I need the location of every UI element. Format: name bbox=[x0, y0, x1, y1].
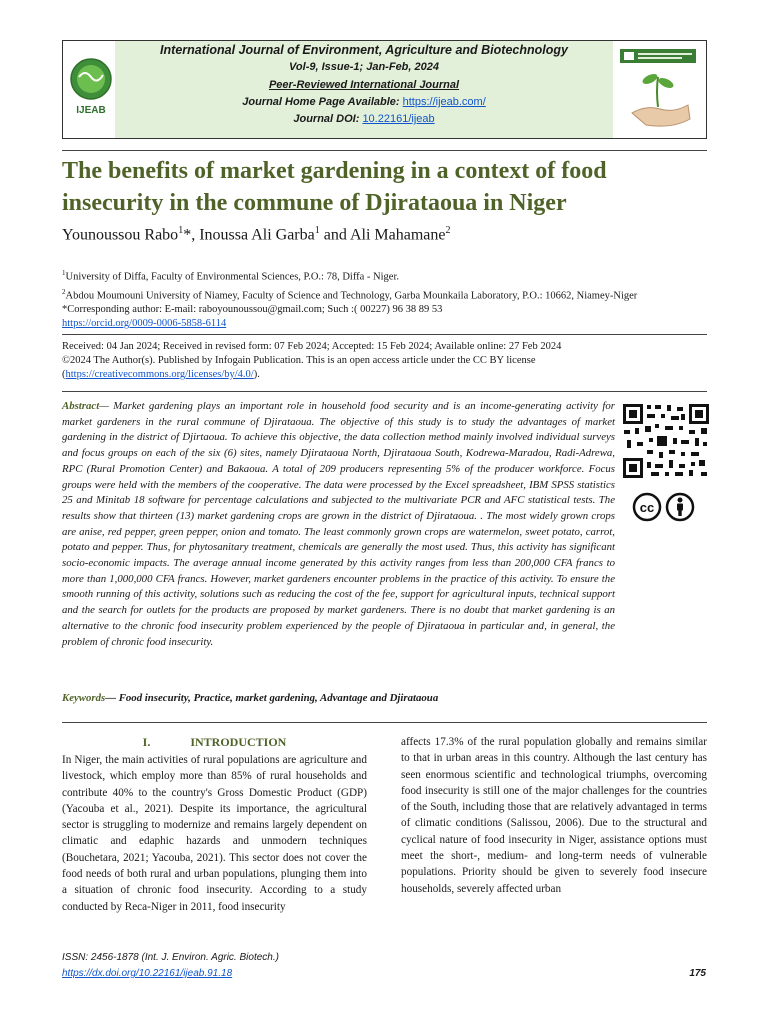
header-text-panel bbox=[115, 41, 613, 138]
journal-title: International Journal of Environment, Agriculture and Biotechnology bbox=[160, 43, 568, 57]
page-number: 175 bbox=[689, 968, 706, 979]
cc-by-license-icon[interactable] bbox=[632, 492, 698, 522]
section-title: INTRODUCTION bbox=[190, 735, 287, 749]
license-line: ©2024 The Author(s). Published by Infogain Publication. This is an open access article under the CC BY license bbox=[62, 355, 536, 366]
abstract-divider bbox=[62, 722, 707, 723]
doi-link[interactable]: 10.22161/ijeab bbox=[362, 113, 435, 125]
body-column-left: In Niger, the main activities of rural populations are agriculture and livestock, which employ more than 85% of rural households and contribute 40% to the country's Gross Domestic Product (GDP) (Yacouba et al., 2021). Despite its importance, the agricultural sector is struggling to modernize and remains largely dependent on climatic and edaphic hazards and unmodern techniques (Bouchetara, 2021; Yacouba, 2021). This sector does not cover the food needs of both rural and urban populations, plunging them into a situation of chronic food insecurity. According to a study conducted by Reca-Niger in 2011, food insecurity bbox=[62, 754, 367, 913]
article-title: The benefits of market gardening in a context of food insecurity in the commune of Djirataoua in Niger bbox=[62, 158, 607, 216]
article-dates bbox=[62, 340, 707, 382]
doi-line bbox=[115, 113, 613, 125]
keywords-label: Keywords bbox=[62, 692, 106, 704]
author-1: Younoussou Rabo bbox=[62, 226, 179, 244]
affiliation-2: $^2$Abdou Moumouni University of Niamey, Faculty of Science and Technology, Garba Mounkaila Laboratory, P.O.: 10662, Niamey-Niger bbox=[62, 287, 638, 301]
author-3-affil: 2 bbox=[445, 225, 451, 236]
affiliation-1: $^1$University of Diffa, Faculty of Environmental Sciences, P.O.: 78, Diffa - Niger. bbox=[62, 269, 400, 283]
affil-divider bbox=[62, 334, 707, 335]
svg-text:cc: cc bbox=[639, 500, 655, 515]
journal-cover-image bbox=[616, 47, 700, 133]
author-list bbox=[62, 225, 707, 244]
homepage-line bbox=[115, 96, 613, 108]
affiliations bbox=[62, 266, 707, 331]
footer-doi-line bbox=[62, 968, 707, 979]
orcid-link[interactable]: https://orcid.org/0009-0006-5858-6114 bbox=[62, 318, 227, 329]
footer-doi-link[interactable]: https://dx.doi.org/10.22161/ijeab.91.18 bbox=[62, 968, 233, 979]
header-divider bbox=[62, 150, 707, 151]
journal-logo-left bbox=[69, 47, 113, 133]
logo-lettering: IJEAB bbox=[76, 105, 106, 116]
abstract-label: Abstract bbox=[62, 400, 100, 412]
section-number: I. bbox=[142, 735, 151, 749]
license-url-line: (https://creativecommons.org/licenses/by/4.0/). bbox=[62, 369, 260, 380]
journal-header bbox=[62, 40, 707, 139]
section-heading bbox=[62, 735, 367, 750]
author-2-affil: 1 bbox=[314, 225, 320, 236]
author-2: Inoussa Ali Garba bbox=[199, 226, 315, 244]
qr-code[interactable] bbox=[621, 402, 711, 480]
body-column-right: affects 17.3% of the rural population globally and remains similar to that in urban areas in this country. Although the last century has seen enormous scientific and technological triumphs, overcoming food insecurity is still one of the major challenges for the countries of the South, including those that are relatively advantaged in terms of climatic conditions (Salissou, 2006). Due to the structural and cyclical nature of food insecurity in Niger, assistance options must meet the short-, medium- and long-term needs of vulnerable populations. Priority should be given to severely food insecure households, severely affected urban bbox=[401, 736, 707, 895]
author-1-star: *, bbox=[183, 226, 200, 244]
received-dates: Received: 04 Jan 2024; Received in revised form: 07 Feb 2024; Accepted: 15 Feb 2024; Available online: 27 Feb 2024 bbox=[62, 341, 562, 352]
homepage-label: Journal Home Page Available: bbox=[242, 96, 403, 108]
author-3: and Ali Mahamane bbox=[319, 226, 446, 244]
homepage-link[interactable]: https://ijeab.com/ bbox=[402, 96, 486, 108]
keywords bbox=[62, 692, 707, 704]
abstract bbox=[62, 399, 615, 650]
doi-label: Journal DOI: bbox=[293, 113, 363, 125]
corresponding-author: *Corresponding author: E-mail: raboyounoussou@gmail.com; Such :( 00227) 96 38 89 53 bbox=[62, 304, 443, 315]
abstract-text: — Market gardening plays an important role in household food security and is an income-generating activity for market gardeners in the rural commune of Djirataoua. The objective of this study is to study the advantages of market gardening in the district of Djirtaoua. To achieve this objective, the data collection method mainly involved individual surveys and focus groups on each of the six (6) sites, namely Djirataoua North, Djirataoua South, Kodrewa-Maradou, Radi-Adrewa, RPC (Rural Promotion Center) and Bakaoua. A total of 209 producers representing 5% of the producer workforce. Focus groups were held with the members of the cooperative. The data were processed by the Excel spreadsheet, IBM SPSS statistics 25 and Minitab 18 software for percentage calculations and subjected to the multivariate PCR and AFC statistical tests. The results show that thirteen (13) market gardening crops are grown in the district of Djirataoua. . The most widely grown crops are anise, red pepper, green pepper, onion and tomato. The least commonly grown crops are watermelon, sweet potato, carrot, potato and pepper. Thus, for phytosanitary treatment, chemicals are generally the most used. Thus, this activity has significant socio-economic impacts. The average annual income generated by this activity ranges from less than 200,000 CFA francs to more than 1,000,000 CFA francs. However, market gardeners encounter problems in the practice of this activity. To ensure the smooth running of this activity, solutions such as reducing the cost of the fee, support for agricultural inputs, technical support and the search for outlets for the products are proposed by market gardeners. There is no doubt that market gardening is an alternative to the chronic food insecurity problem experienced by the people of Djirataoua in particular and, in general, the problem of chronic food insecurity. bbox=[62, 400, 615, 648]
author-1-affil: 1 bbox=[178, 225, 184, 236]
keywords-text: — Food insecurity, Practice, market gardening, Advantage and Djirataoua bbox=[105, 692, 439, 704]
dates-divider bbox=[62, 391, 707, 392]
peer-review-label: Peer-Reviewed International Journal bbox=[268, 79, 460, 91]
footer-issn: ISSN: 2456-1878 (Int. J. Environ. Agric. Biotech.) bbox=[62, 952, 279, 963]
journal-issue: Vol-9, Issue-1; Jan-Feb, 2024 bbox=[289, 61, 439, 73]
license-link[interactable]: https://creativecommons.org/licenses/by/4.0/ bbox=[65, 369, 254, 380]
